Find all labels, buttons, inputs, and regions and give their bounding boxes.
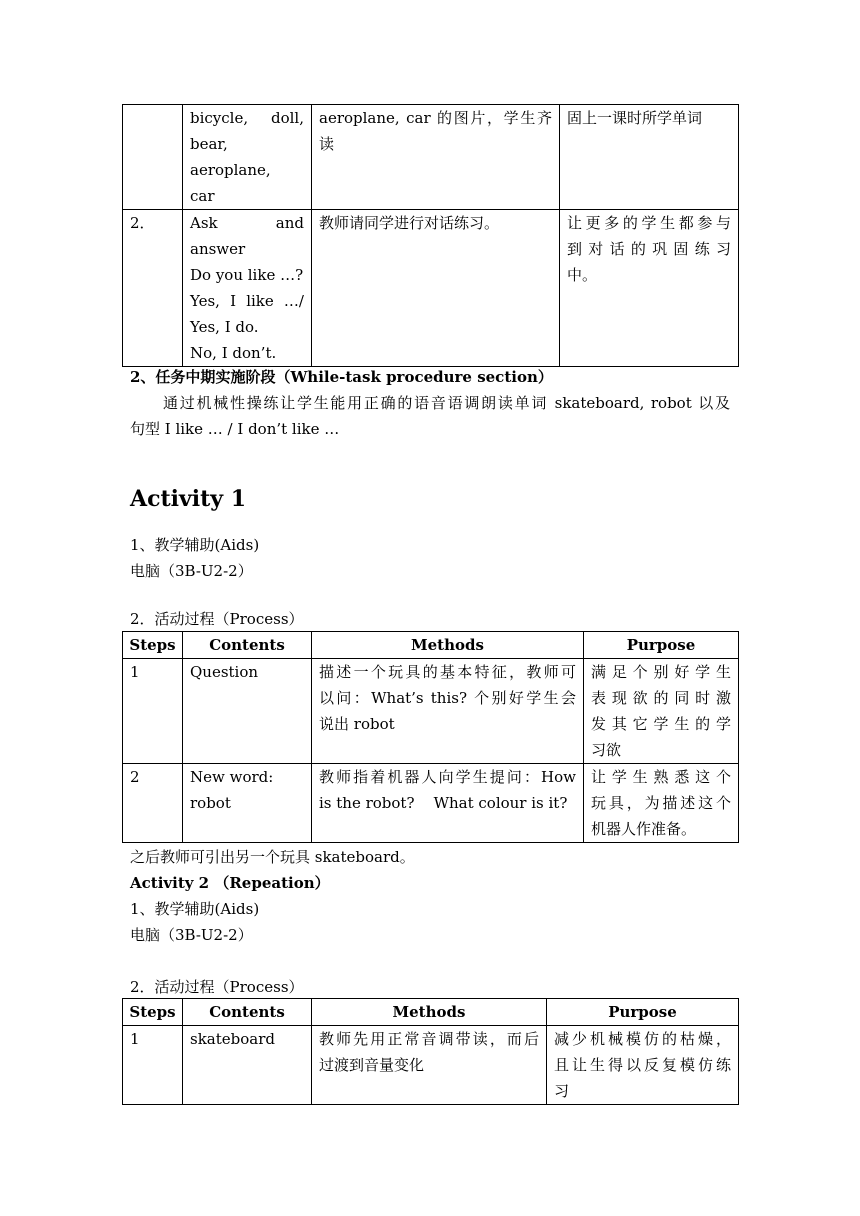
contents-cell: [183, 210, 312, 367]
cell-line: 固上一课时所学单词: [567, 109, 703, 127]
methods-cell: [312, 1026, 547, 1105]
cell-line: Yes, I like …/: [190, 292, 304, 310]
step-cell: 1: [123, 659, 183, 764]
table-row: [123, 764, 739, 843]
cell-line: robot: [190, 794, 231, 812]
methods-cell: [312, 210, 560, 367]
table-row: [123, 105, 739, 210]
contents-cell: [183, 659, 312, 764]
contents-cell: [183, 1026, 312, 1105]
cell-line: New word:: [190, 768, 274, 786]
section-paragraph-line1: 通过机械性操练让学生能用正确的语音语调朗读单词 skateboard, robot 以及: [163, 394, 730, 412]
activity-2-table: [122, 998, 739, 1105]
table-row: [123, 1026, 739, 1105]
top-table: [122, 104, 739, 367]
section-paragraph-line2: 句型 I like … / I don’t like …: [130, 420, 340, 438]
cell-line: Question: [190, 663, 259, 681]
cell-line: answer: [190, 240, 246, 258]
cell-line: 教师请同学进行对话练习。: [319, 214, 500, 232]
activity-2-aids-value: 电脑（3B-U2-2）: [130, 926, 253, 944]
step-cell: 2: [123, 764, 183, 843]
activity-1-aids-label: 1、教学辅助(Aids): [130, 536, 260, 554]
cell-line: 习欲: [591, 741, 622, 759]
header-methods: Methods: [312, 632, 584, 659]
cell-line: is the robot? What colour is it?: [319, 794, 568, 812]
cell-line: 满足个别好学生: [591, 663, 731, 681]
cell-line: 教师先用正常音调带读，而后: [319, 1030, 539, 1048]
header-steps: Steps: [123, 999, 183, 1026]
table-row: [123, 659, 739, 764]
cell-line: 习: [554, 1082, 570, 1100]
purpose-cell: [560, 210, 739, 367]
contents-cell: [183, 105, 312, 210]
cell-line: 表现欲的同时激: [591, 689, 731, 707]
cell-line: bear, aeroplane,: [190, 135, 271, 179]
table-row: [123, 210, 739, 367]
header-methods: Methods: [312, 999, 547, 1026]
purpose-cell: [584, 764, 739, 843]
header-contents: Contents: [183, 999, 312, 1026]
cell-line: 到对话的巩固练习: [567, 240, 731, 258]
cell-line: bicycle, doll,: [190, 109, 304, 127]
cell-line: Yes, I do.: [190, 318, 259, 336]
cell-line: 读: [319, 135, 335, 153]
cell-line: 描述一个玩具的基本特征，教师可: [319, 663, 576, 681]
methods-cell: [312, 764, 584, 843]
header-steps: Steps: [123, 632, 183, 659]
activity-2-process-label: 2．活动过程（Process）: [130, 978, 304, 996]
cell-line: car: [190, 187, 215, 205]
cell-line: Ask and: [190, 214, 304, 232]
header-purpose: Purpose: [547, 999, 739, 1026]
section-heading: 2、任务中期实施阶段（While-task procedure section）: [130, 368, 553, 386]
cell-line: 发其它学生的学: [591, 715, 731, 733]
activity-1-aids-value: 电脑（3B-U2-2）: [130, 562, 253, 580]
cell-line: 说出 robot: [319, 715, 395, 733]
activity-1-process-label: 2．活动过程（Process）: [130, 610, 304, 628]
cell-line: 以问：What’s this? 个别好学生会: [319, 689, 576, 707]
cell-line: 教师指着机器人向学生提问：How: [319, 768, 576, 786]
activity-1-after-text: 之后教师可引出另一个玩具 skateboard。: [130, 848, 415, 866]
step-cell: 1: [123, 1026, 183, 1105]
step-cell: [123, 105, 183, 210]
step-cell: 2．: [123, 210, 183, 367]
activity-1-table: [122, 631, 739, 843]
purpose-cell: [584, 659, 739, 764]
activity-1-title: Activity 1: [130, 486, 247, 512]
table-header-row: [123, 999, 739, 1026]
cell-line: 中。: [567, 266, 598, 284]
activity-2-title: Activity 2 （Repeation）: [130, 874, 330, 892]
header-contents: Contents: [183, 632, 312, 659]
contents-cell: [183, 764, 312, 843]
cell-line: 且让生得以反复模仿练: [554, 1056, 731, 1074]
purpose-cell: [560, 105, 739, 210]
activity-2-aids-label: 1、教学辅助(Aids): [130, 900, 260, 918]
cell-line: aeroplane, car 的图片，学生齐: [319, 109, 552, 127]
purpose-cell: [547, 1026, 739, 1105]
cell-line: 玩具，为描述这个: [591, 794, 731, 812]
cell-line: 过渡到音量变化: [319, 1056, 425, 1074]
cell-line: 减少机械模仿的枯燥，: [554, 1030, 731, 1048]
header-purpose: Purpose: [584, 632, 739, 659]
cell-line: Do you like …?: [190, 266, 304, 284]
methods-cell: [312, 105, 560, 210]
cell-line: skateboard: [190, 1030, 275, 1048]
cell-line: No, I don’t.: [190, 344, 277, 362]
cell-line: 让学生熟悉这个: [591, 768, 731, 786]
methods-cell: [312, 659, 584, 764]
cell-line: 让更多的学生都参与: [567, 214, 731, 232]
table-header-row: [123, 632, 739, 659]
cell-line: 机器人作准备。: [591, 820, 697, 838]
